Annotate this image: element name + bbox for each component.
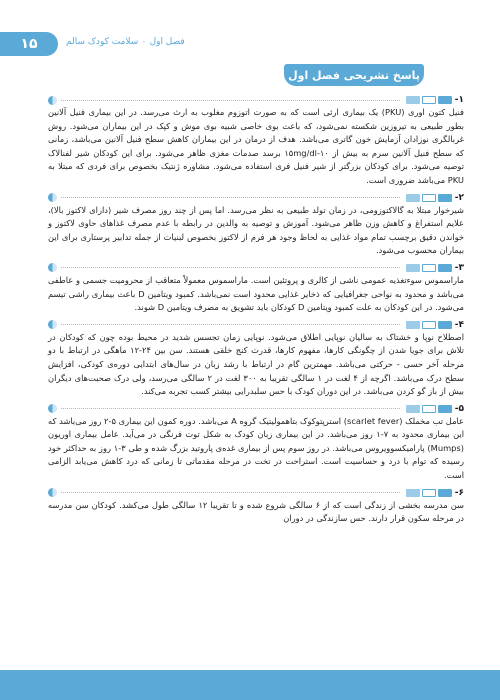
half-circle-icon <box>48 96 57 105</box>
page-number: ۱۵ <box>0 32 58 56</box>
answer-header <box>48 192 464 204</box>
running-head-subject: سلامت کودک سالم <box>66 37 139 47</box>
answer-block-5 <box>48 403 464 483</box>
dotted-divider <box>61 100 400 101</box>
dotted-divider <box>61 324 400 325</box>
answers-content <box>48 90 464 528</box>
answer-block-3 <box>48 262 464 315</box>
half-circle-icon <box>48 193 57 202</box>
answer-number: ۶- <box>454 487 464 498</box>
question-tag-icon <box>438 194 452 202</box>
question-tag-icon <box>406 96 420 104</box>
answer-header <box>48 319 464 331</box>
answer-number: ۱- <box>454 95 464 105</box>
page-margin <box>0 0 20 700</box>
question-tag-icon <box>438 96 452 104</box>
answer-block-1 <box>48 94 464 188</box>
question-tag-icon <box>422 264 436 272</box>
question-tag-icon <box>438 405 452 413</box>
question-tag-icon <box>406 321 420 329</box>
question-tag-icon <box>406 489 420 497</box>
answer-number: ۵- <box>454 403 464 414</box>
dotted-divider <box>61 267 400 268</box>
answer-block-6 <box>48 487 464 526</box>
answer-text: سن مدرسه بخشی از زندگی است که از ۶ سالگی شروع شده و تا تقریبا ۱۲ سالگی طول می‌کشد. کودکان سن مدرسه در مرحله سکون قرار دارند. حس سازندگی در دوران <box>48 499 464 524</box>
answer-text: شیرخوار مبتلا به گالاکتوزومی، در زمان تولد طبیعی به نظر می‌رسد. اما پس از چند روز مصرف شیر (دارای لاکتوز بالا)، علایم استفراغ و کاهش وزن ظاهر می‌شود. آموزش و توصیه به والدین در رابطه با عدم مصرف غذاهای حاوی لاکتوز و خواندن دقیق برچسب تمام مواد غذایی به لحاظ وجود هر فرم از لاکتوز بخصوص لبنیات از جمله تدابیر پرستاری برای این بیماران محسوب می‌شود. <box>48 204 464 256</box>
running-head-chapter: فصل اول <box>149 37 185 47</box>
answer-text: اصطلاح نوپا و خشتاک به سالیان نوپایی اطلاق می‌شود. نوپایی زمان تجسس شدید در محیط بوده چون که کودکان در تلاش برای جویا شدن از چگونگی کارها، مفهوم کارها، قدرت کنج خلقی هستند. سن بین ۲۴-۱۲ ماهگی در ارتباط با دو مرحله آخر حسی - حرکتی می‌باشد. مهمترین گام در ارتباط با رشد زبان در سال‌های ابتدایی دوره‌ی کودکی، افزایش سطح درک می‌باشد. اگرچه از ۴ لغت در ۱ سالگی تقریبا به ۳۰۰ لغت در ۲ سالگی می‌رسد، ولی درک صحبت‌های دیگران بیش از باز گو کردن می‌باشد. در این دوران کودک با حس سلبدرایی بیشتر کسب تجربه می‌کند. <box>48 331 464 397</box>
answer-text: فنیل کتون اوری (PKU) یک بیماری ارثی است که به صورت اتوزوم مغلوب به ارث می‌رسد. در این بیماری فنیل آلانین بطور طبیعی به تیروزین شکسته نمی‌شود، که باعث بوی خاصی شبیه بوی موش و کپک در این بیماران می‌شود. روش غربالگری نوزادان آزمایش خون گاتری می‌باشد. هدف از درمان در این بیماران کاهش سطح فنیل آلانین می‌باشد، زمانی که سطح فنیل آلانین سرم به بیش از ۱۵mg/dl-۱۰ برسد صدمات مغزی ظاهر می‌شود. برای این کودکان شیر لفنالاک توصیه می‌شود. برای کودکان بزرگتر از شیر فنیل فری استفاده می‌شود. مشاوره ژنتیک بخصوص برای فردی که مبتلا به PKU می‌باشد ضروری است. <box>48 107 464 185</box>
question-tag-icon <box>438 264 452 272</box>
answer-number: ۳- <box>454 262 464 273</box>
question-tag-icon <box>438 489 452 497</box>
answer-number: ۴- <box>454 319 464 330</box>
question-tag-icon <box>438 321 452 329</box>
question-tag-icon <box>406 264 420 272</box>
question-tag-icon <box>422 96 436 104</box>
dotted-divider <box>61 197 400 198</box>
question-tag-icon <box>406 194 420 202</box>
answer-header <box>48 487 464 499</box>
answer-text: عامل تب مخملک (scarlet fever) استرپتوکوک بتاهمولیتیک گروه A می‌باشد. دوره کمون این بیماری ۵-۲ روز می‌باشد که این بیماری محدود به ۷-۱ روز می‌باشد. در این بیماری زبان کودک به شکل توت فرنگی در می‌آید. عامل بیماری اوریون (Mumps) پارامیکسوویروس می‌باشد. در روز سوم پس از بیماری غده‌ی پاروتید بزرگ شده و طی ۳-۱ روز به حداکثر خود رسیده که توام با درد و حساسیت است. استراحت در تخت در مرحله مقدماتی تا زمانی که درد کاهش می‌یابد الزامی است. <box>48 415 464 481</box>
dotted-divider <box>61 408 400 409</box>
question-tag-icon <box>422 194 436 202</box>
question-tag-icon <box>422 489 436 497</box>
question-tag-icon <box>422 405 436 413</box>
half-circle-icon <box>48 404 57 413</box>
answer-header <box>48 262 464 274</box>
answer-header <box>48 94 464 106</box>
running-head <box>66 37 185 47</box>
answer-block-2 <box>48 192 464 258</box>
half-circle-icon <box>48 263 57 272</box>
footer-bar <box>0 670 500 700</box>
question-tag-icon <box>406 405 420 413</box>
question-tag-icon <box>422 321 436 329</box>
half-circle-icon <box>48 320 57 329</box>
answer-number: ۲- <box>454 192 464 203</box>
section-title: پاسخ تشریحی فصل اول <box>284 64 424 86</box>
answer-header <box>48 403 464 415</box>
dotted-divider <box>61 492 400 493</box>
answer-block-4 <box>48 319 464 399</box>
answer-text: ماراسموس سوءتغذیه عمومی ناشی از کالری و پروتئین است. ماراسموس معمولاً متعاقب از محرومیت جسمی و عاطفی می‌باشد و محدود به نواحی جغرافیایی که ذخایر غذایی محدود است نمی‌باشد. کمبود ویتامین D باعث بیماری راشی تیسم می‌شود. در این کودکان به علت کمبود ویتامین D کودکان باید تشویق به مصرف ویتامین D شوند. <box>48 274 464 313</box>
running-head-separator: - <box>142 37 146 47</box>
half-circle-icon <box>48 488 57 497</box>
